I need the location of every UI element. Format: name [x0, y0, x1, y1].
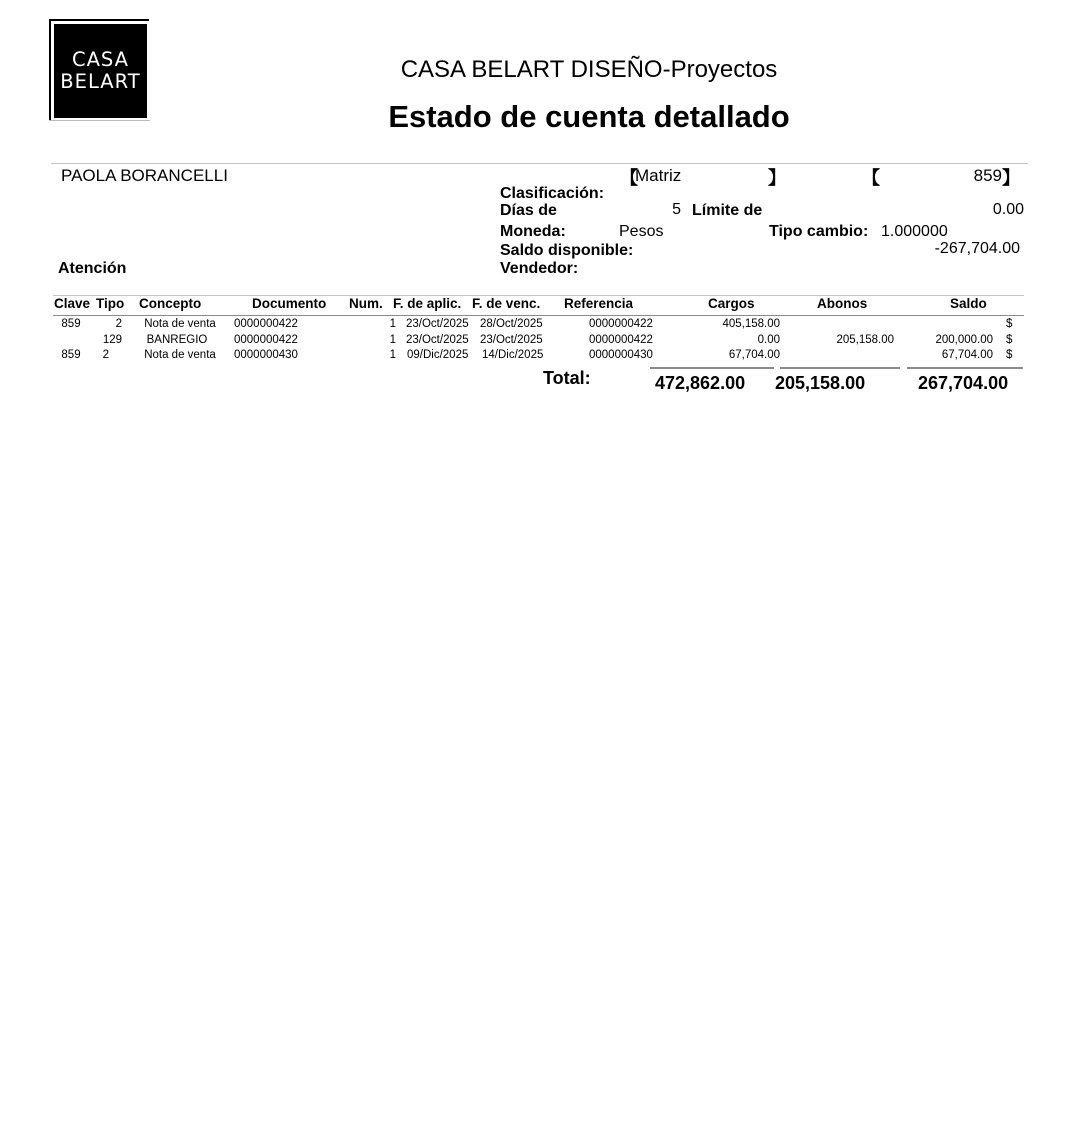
cell-num: 1: [389, 334, 396, 346]
cell-num: 1: [389, 349, 396, 361]
logo-line-2: BELART: [60, 70, 141, 93]
cell-documento: 0000000422: [234, 334, 298, 346]
cell-concepto: Nota de venta: [144, 349, 216, 361]
total-cargos: 472,862.00: [655, 373, 746, 393]
limite-value: 0.00: [992, 201, 1024, 218]
cell-saldo: 200,000.00: [935, 334, 993, 346]
branch-bracket-open: 【: [620, 168, 638, 188]
company-name: CASA BELART DISEÑO-Proyectos: [400, 56, 778, 83]
cell-concepto: Nota de venta: [144, 318, 216, 330]
cell-f-aplic: 23/Oct/2025: [406, 318, 469, 330]
col-concepto: Concepto: [139, 296, 202, 311]
branch-bracket-close: 】: [768, 168, 786, 188]
cell-tipo: 2: [102, 349, 109, 361]
page-title: Estado de cuenta detallado: [388, 99, 790, 134]
col-clave: Clave: [54, 296, 91, 311]
logo-line-1: CASA: [71, 48, 130, 71]
total-abonos-rule: [780, 367, 900, 369]
cell-documento: 0000000430: [234, 349, 298, 361]
moneda-label: Moneda:: [500, 223, 566, 240]
number-bracket-open: 【: [862, 168, 880, 188]
company-logo: [54, 24, 147, 118]
col-tipo: Tipo: [96, 296, 125, 311]
col-num: Num.: [349, 296, 383, 311]
cell-referencia: 0000000430: [589, 349, 653, 361]
cell-f-aplic: 23/Oct/2025: [406, 334, 469, 346]
cell-currency: $: [1006, 349, 1013, 361]
cell-num: 1: [389, 318, 396, 330]
cell-f-venc: 14/Dic/2025: [482, 349, 544, 361]
cell-documento: 0000000422: [234, 318, 298, 330]
number-bracket-close: 】: [1002, 168, 1020, 188]
cell-cargos: 0.00: [757, 334, 780, 346]
cell-referencia: 0000000422: [589, 318, 653, 330]
clasificacion-label: Clasificación:: [500, 185, 605, 202]
tipo-cambio-label: Tipo cambio:: [769, 223, 869, 240]
cell-clave: 859: [61, 318, 81, 330]
cell-cargos: 405,158.00: [722, 318, 780, 330]
saldo-disponible-label: Saldo disponible:: [500, 242, 634, 259]
dias-value: 5: [672, 201, 681, 218]
total-saldo: 267,704.00: [918, 373, 1009, 393]
cell-clave: 859: [61, 349, 81, 361]
col-documento: Documento: [252, 296, 327, 311]
table-header-rule: [53, 315, 1024, 316]
client-name: PAOLA BORANCELLI: [61, 166, 228, 185]
col-abonos: Abonos: [817, 296, 868, 311]
total-abonos: 205,158.00: [775, 373, 866, 393]
client-number: 859: [973, 166, 1002, 185]
dias-label: Días de: [500, 202, 557, 219]
col-f-aplic: F. de aplic.: [393, 296, 462, 311]
col-referencia: Referencia: [564, 296, 634, 311]
total-saldo-rule: [907, 367, 1023, 369]
cell-currency: $: [1006, 318, 1013, 330]
cell-abonos: 205,158.00: [836, 334, 894, 346]
col-saldo: Saldo: [950, 296, 987, 311]
saldo-disponible-value: -267,704.00: [934, 240, 1020, 257]
cell-tipo: 2: [115, 318, 122, 330]
limite-label: Límite de: [692, 202, 763, 219]
cell-f-aplic: 09/Dic/2025: [407, 349, 469, 361]
col-f-venc: F. de venc.: [472, 296, 541, 311]
cell-f-venc: 23/Oct/2025: [480, 334, 543, 346]
cell-tipo: 129: [102, 334, 122, 346]
cell-currency: $: [1006, 334, 1013, 346]
cell-cargos: 67,704.00: [728, 349, 780, 361]
tipo-cambio-value: 1.000000: [881, 223, 948, 240]
cell-saldo: 67,704.00: [941, 349, 993, 361]
total-cargos-rule: [650, 367, 774, 369]
header-divider: [51, 163, 1028, 164]
cell-referencia: 0000000422: [589, 334, 653, 346]
vendedor-label: Vendedor:: [500, 260, 579, 277]
col-cargos: Cargos: [708, 296, 755, 311]
cell-concepto: BANREGIO: [146, 334, 208, 346]
moneda-value: Pesos: [619, 223, 664, 240]
total-label: Total:: [543, 368, 591, 388]
atencion-label: Atención: [58, 260, 127, 277]
cell-f-venc: 28/Oct/2025: [480, 318, 543, 330]
branch-name: Matriz: [635, 166, 682, 185]
